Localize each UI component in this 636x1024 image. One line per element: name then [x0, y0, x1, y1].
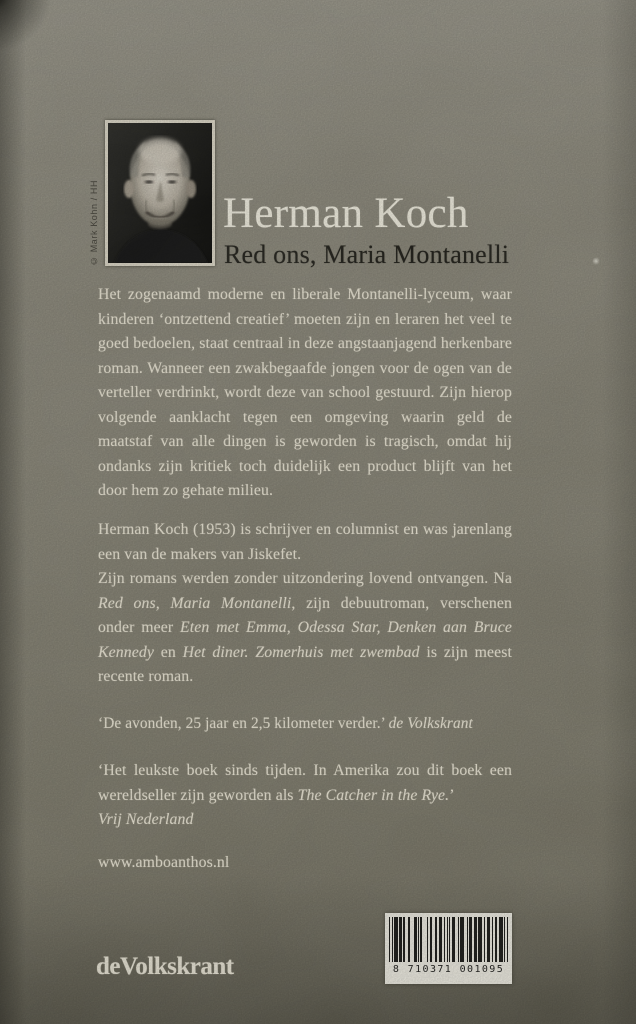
- publisher-logo: deVolkskrant: [96, 953, 234, 980]
- paper-speck: [592, 257, 600, 265]
- publisher-website: www.amboanthos.nl: [98, 854, 230, 871]
- author-photo-frame: [105, 120, 215, 266]
- photo-credit: © Mark Kohn / HH: [89, 179, 99, 266]
- vrij-nederland-quote-block: [98, 759, 512, 833]
- vrij-nederland-attribution: Vrij Nederland: [98, 811, 194, 828]
- bio-section: [98, 518, 512, 690]
- book-title: Red ons, Maria Montanelli: [224, 240, 510, 269]
- barcode-digits: 8 710371 001095: [392, 964, 505, 975]
- author-portrait-image: [108, 123, 212, 263]
- bio-intro-paragraph: Herman Koch (1953) is schrijver en columnist en was jarenlang een van de makers van Jiskefet.: [98, 521, 512, 563]
- barcode-bars: [389, 917, 508, 962]
- volkskrant-quote: ‘De avonden, 25 jaar en 2,5 kilometer verder.’ de Volkskrant: [98, 715, 473, 732]
- bio-works-paragraph: Zijn romans werden zonder uitzondering lovend ontvangen. Na Red ons, Maria Montanelli, zijn debuutroman, verschenen onder meer Eten met Emma, Odessa Star, Denken aan Bruce Kennedy en Het diner. Zomerhuis met zwembad is zijn meest recente roman.: [98, 570, 512, 685]
- barcode-panel: [385, 913, 512, 984]
- vrij-nederland-quote: ‘Het leukste boek sinds tijden. In Amerika zou dit boek een wereldseller zijn geworden als The Catcher in the Rye.’: [98, 762, 512, 804]
- author-name: Herman Koch: [223, 190, 469, 237]
- synopsis-paragraph: Het zogenaamd moderne en liberale Montanelli-lyceum, waar kinderen ‘ontzettend creatief’ moeten zijn en leraren het veel te goed bedoelen, staat centraal in deze angstaanjagend herkenbare roman. Wanneer een zwakbegaafde jongen voor de ogen van de verteller verdrinkt, wordt deze van school gestuurd. Zijn hierop volgende aanklacht tegen een omgeving waarin geld de maatstaf van alle dingen is geworden is tragisch, omdat hij ondanks zijn kritiek toch duidelijk een product blijft van het door hem zo gehate milieu.: [98, 286, 512, 499]
